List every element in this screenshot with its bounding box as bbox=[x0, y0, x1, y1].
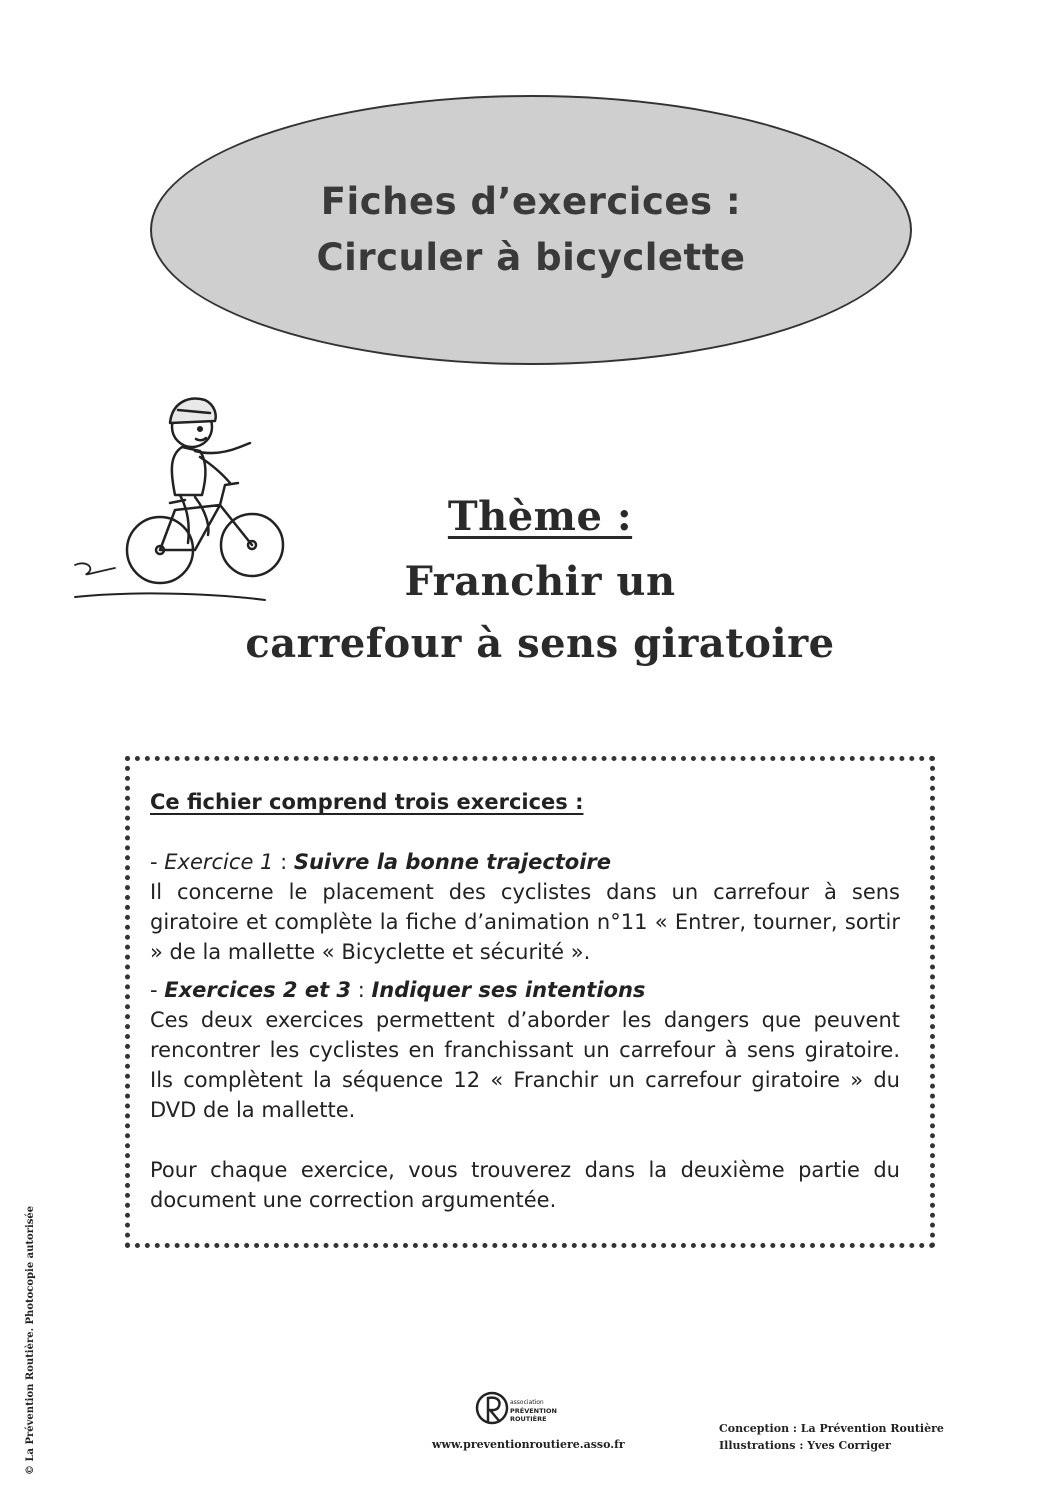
spacer bbox=[150, 1125, 900, 1155]
logo-text-association: association bbox=[510, 1399, 544, 1406]
prevention-routiere-logo bbox=[474, 1382, 594, 1436]
conception-credit: Conception : La Prévention Routière bbox=[719, 1422, 944, 1435]
credits bbox=[719, 1420, 944, 1454]
exercise-1-label: Exercice 1 bbox=[164, 850, 274, 874]
exercise-1-name: Suivre la bonne trajectoire bbox=[293, 850, 612, 874]
theme-label: Thème : bbox=[447, 493, 633, 540]
theme-title-line-1: Franchir un bbox=[404, 558, 676, 605]
logo-text-prevention: PRÉVENTION bbox=[510, 1407, 557, 1415]
exercise-summary-box bbox=[125, 756, 935, 1248]
title-ellipse bbox=[150, 95, 912, 365]
exercise-1-description: Il concerne le placement des cyclistes dans un carrefour à sens giratoire et complète la fiche d’animation n°11 « Entrer, tourner, sortir » de la mallette « Bicyclette et sécurité ». bbox=[150, 880, 900, 964]
closing-note: Pour chaque exercice, vous trouverez dans la deuxième partie du document une correction argumentée. bbox=[150, 1158, 900, 1212]
theme-title-line-2: carrefour à sens giratoire bbox=[245, 620, 835, 667]
title-line-1: Fiches d’exercices : bbox=[320, 180, 742, 223]
title-line-2: Circuler à bicyclette bbox=[316, 236, 746, 279]
exercise-23-label: Exercices 2 et 3 bbox=[164, 978, 352, 1002]
spacer bbox=[150, 817, 900, 847]
exercise-23-name: Indiquer ses intentions bbox=[371, 978, 646, 1002]
exercise-1-title bbox=[150, 847, 900, 877]
copyright-side-note: © La Prévention Routière. Photocopie autorisée bbox=[25, 1205, 36, 1475]
box-heading: Ce fichier comprend trois exercices : bbox=[150, 790, 584, 814]
illustrations-credit: Illustrations : Yves Corriger bbox=[719, 1439, 891, 1452]
exercise-23-title bbox=[150, 975, 900, 1005]
exercise-23-description: Ces deux exercices permettent d’aborder les dangers que peuvent rencontrer les cyclistes en franchissant un carrefour à sens giratoire. Ils complètent la séquence 12 « Franchir un carrefour giratoire » du DVD de la mallette. bbox=[150, 1008, 900, 1122]
exercise-23-prefix: - bbox=[150, 978, 165, 1002]
exercise-1-prefix: - bbox=[150, 850, 165, 874]
exercise-23-sep: : bbox=[351, 978, 372, 1002]
website-url: www.preventionroutiere.asso.fr bbox=[432, 1438, 625, 1451]
logo-text-routiere: ROUTIÈRE bbox=[510, 1415, 547, 1423]
exercise-1-sep: : bbox=[273, 850, 294, 874]
